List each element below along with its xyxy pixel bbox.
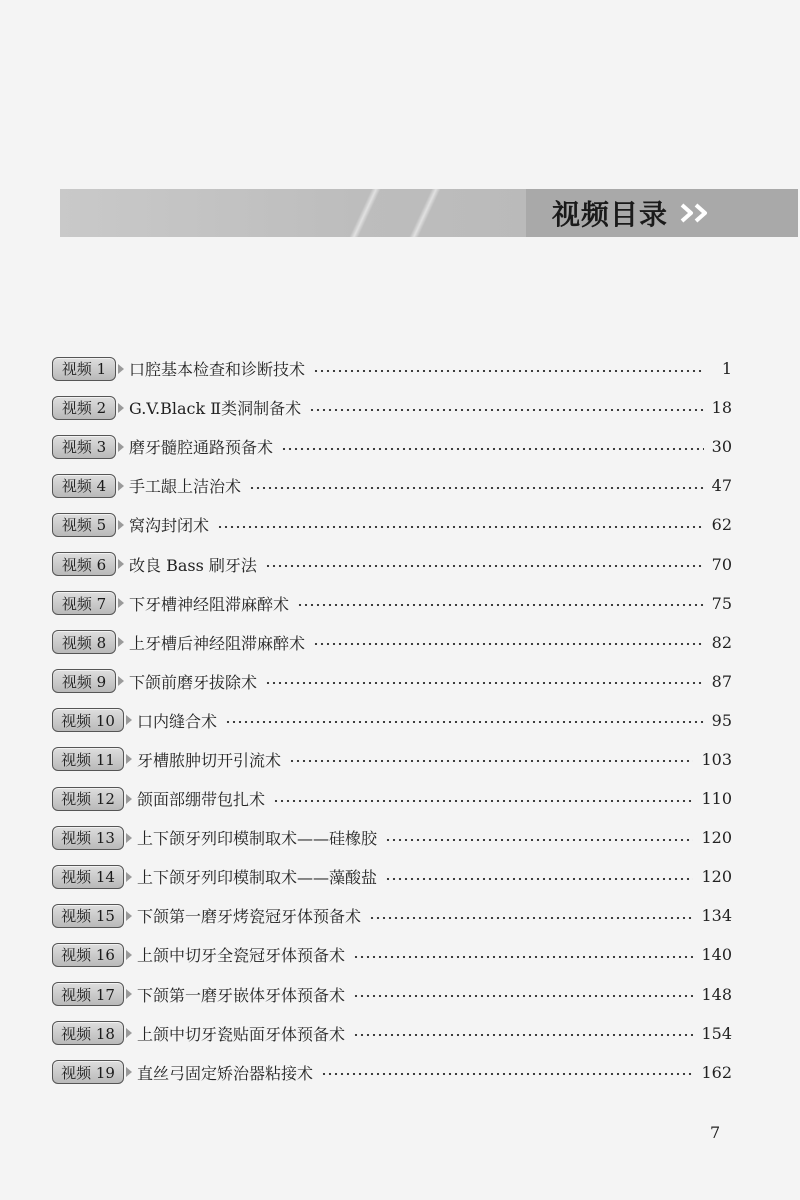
toc-entry-page: 70 bbox=[711, 554, 732, 574]
toc-row[interactable] bbox=[52, 623, 732, 662]
play-triangle-icon bbox=[126, 754, 132, 764]
play-triangle-icon bbox=[118, 442, 124, 452]
play-triangle-icon bbox=[126, 950, 132, 960]
toc-entry-page: 148 bbox=[701, 984, 732, 1004]
play-triangle-icon bbox=[126, 872, 132, 882]
toc-row[interactable] bbox=[52, 388, 732, 427]
play-triangle-icon bbox=[118, 676, 124, 686]
toc-entry-page: 30 bbox=[711, 437, 732, 457]
toc-entry-title: 下颌第一磨牙嵌体牙体预备术 bbox=[137, 985, 346, 1005]
video-tag: 视频 15 bbox=[52, 904, 124, 928]
toc-entry-page: 110 bbox=[701, 789, 732, 809]
toc-entry-page: 87 bbox=[711, 671, 732, 691]
video-tag: 视频 19 bbox=[52, 1060, 124, 1084]
page-title: 视频目录 bbox=[552, 198, 669, 231]
play-triangle-icon bbox=[126, 911, 132, 921]
toc-entry-title: 上颌中切牙瓷贴面牙体预备术 bbox=[137, 1024, 346, 1044]
dot-leader bbox=[353, 1034, 693, 1036]
toc-entry-title: 下牙槽神经阻滞麻醉术 bbox=[129, 594, 290, 614]
play-triangle-icon bbox=[118, 364, 124, 374]
toc-row[interactable] bbox=[52, 975, 732, 1014]
dot-leader bbox=[265, 565, 704, 567]
toc-entry-title: 下颌第一磨牙烤瓷冠牙体预备术 bbox=[137, 907, 362, 927]
toc-entry-page: 95 bbox=[711, 710, 732, 730]
play-triangle-icon bbox=[126, 715, 132, 725]
toc-entry-page: 47 bbox=[711, 476, 732, 496]
video-tag: 视频 4 bbox=[52, 474, 116, 498]
video-tag: 视频 9 bbox=[52, 669, 116, 693]
dot-leader bbox=[369, 917, 693, 919]
play-triangle-icon bbox=[118, 559, 124, 569]
play-triangle-icon bbox=[126, 1028, 132, 1038]
header-title-box bbox=[526, 189, 798, 237]
toc-row[interactable] bbox=[52, 1053, 732, 1092]
dot-leader bbox=[313, 370, 704, 372]
video-tag: 视频 16 bbox=[52, 943, 124, 967]
dot-leader bbox=[281, 448, 704, 450]
toc-entry-page: 82 bbox=[711, 632, 732, 652]
video-table-of-contents bbox=[52, 349, 732, 1092]
toc-row[interactable] bbox=[52, 1014, 732, 1053]
toc-row[interactable] bbox=[52, 427, 732, 466]
dot-leader bbox=[225, 721, 704, 723]
video-tag: 视频 3 bbox=[52, 435, 116, 459]
toc-entry-title: 上颌中切牙全瓷冠牙体预备术 bbox=[137, 946, 346, 966]
toc-entry-page: 75 bbox=[711, 593, 732, 613]
toc-row[interactable] bbox=[52, 544, 732, 583]
video-tag: 视频 10 bbox=[52, 708, 124, 732]
toc-entry-title: 口内缝合术 bbox=[137, 711, 218, 731]
toc-entry-title: 直丝弓固定矫治器粘接术 bbox=[137, 1063, 314, 1083]
dot-leader bbox=[309, 409, 703, 411]
dot-leader bbox=[385, 878, 693, 880]
toc-row[interactable] bbox=[52, 505, 732, 544]
video-tag: 视频 11 bbox=[52, 747, 124, 771]
dot-leader bbox=[313, 643, 704, 645]
toc-entry-page: 120 bbox=[701, 867, 732, 887]
toc-row[interactable] bbox=[52, 896, 732, 935]
header-decoration bbox=[390, 189, 460, 237]
toc-entry-page: 62 bbox=[711, 515, 732, 535]
play-triangle-icon bbox=[126, 794, 132, 804]
video-tag: 视频 6 bbox=[52, 552, 116, 576]
toc-entry-title: 上下颌牙列印模制取术——硅橡胶 bbox=[137, 829, 378, 849]
toc-entry-page: 140 bbox=[701, 945, 732, 965]
video-tag: 视频 17 bbox=[52, 982, 124, 1006]
toc-row[interactable] bbox=[52, 935, 732, 974]
dot-leader bbox=[217, 526, 704, 528]
double-chevron-right-icon bbox=[680, 203, 714, 223]
dot-leader bbox=[249, 487, 704, 489]
toc-row[interactable] bbox=[52, 662, 732, 701]
play-triangle-icon bbox=[118, 637, 124, 647]
play-triangle-icon bbox=[118, 403, 124, 413]
video-tag: 视频 13 bbox=[52, 826, 124, 850]
toc-entry-page: 1 bbox=[721, 359, 732, 379]
toc-row[interactable] bbox=[52, 857, 732, 896]
dot-leader bbox=[289, 760, 693, 762]
video-tag: 视频 12 bbox=[52, 787, 124, 811]
video-tag: 视频 5 bbox=[52, 513, 116, 537]
video-tag: 视频 2 bbox=[52, 396, 116, 420]
video-tag: 视频 14 bbox=[52, 865, 124, 889]
play-triangle-icon bbox=[118, 481, 124, 491]
play-triangle-icon bbox=[126, 833, 132, 843]
toc-entry-title: 颌面部绷带包扎术 bbox=[137, 790, 266, 810]
toc-row[interactable] bbox=[52, 818, 732, 857]
toc-entry-title: 改良 Bass 刷牙法 bbox=[129, 555, 257, 575]
dot-leader bbox=[265, 682, 704, 684]
toc-entry-title: 下颌前磨牙拔除术 bbox=[129, 672, 258, 692]
play-triangle-icon bbox=[126, 1067, 132, 1077]
toc-entry-title: 口腔基本检查和诊断技术 bbox=[129, 360, 306, 380]
toc-entry-title: 磨牙髓腔通路预备术 bbox=[129, 438, 274, 458]
toc-row[interactable] bbox=[52, 740, 732, 779]
dot-leader bbox=[273, 800, 693, 802]
dot-leader bbox=[385, 839, 693, 841]
play-triangle-icon bbox=[118, 598, 124, 608]
dot-leader bbox=[353, 956, 693, 958]
toc-entry-page: 154 bbox=[701, 1023, 732, 1043]
toc-row[interactable] bbox=[52, 349, 732, 388]
toc-row[interactable] bbox=[52, 779, 732, 818]
play-triangle-icon bbox=[118, 520, 124, 530]
toc-row[interactable] bbox=[52, 466, 732, 505]
video-tag: 视频 1 bbox=[52, 357, 116, 381]
toc-entry-page: 134 bbox=[701, 906, 732, 926]
toc-entry-title: 窝沟封闭术 bbox=[129, 516, 210, 536]
toc-entry-page: 18 bbox=[711, 398, 732, 418]
toc-entry-page: 162 bbox=[701, 1062, 732, 1082]
page-number: 7 bbox=[710, 1123, 721, 1142]
toc-entry-page: 103 bbox=[701, 749, 732, 769]
video-tag: 视频 7 bbox=[52, 591, 116, 615]
toc-entry-page: 120 bbox=[701, 828, 732, 848]
video-tag: 视频 18 bbox=[52, 1021, 124, 1045]
toc-entry-title: G.V.Black Ⅱ类洞制备术 bbox=[129, 399, 302, 419]
toc-entry-title: 牙槽脓肿切开引流术 bbox=[137, 750, 282, 770]
dot-leader bbox=[353, 995, 693, 997]
dot-leader bbox=[321, 1073, 693, 1075]
dot-leader bbox=[297, 604, 704, 606]
toc-row[interactable] bbox=[52, 701, 732, 740]
toc-entry-title: 手工龈上洁治术 bbox=[129, 477, 242, 497]
play-triangle-icon bbox=[126, 989, 132, 999]
toc-entry-title: 上下颌牙列印模制取术——藻酸盐 bbox=[137, 868, 378, 888]
toc-entry-title: 上牙槽后神经阻滞麻醉术 bbox=[129, 633, 306, 653]
video-tag: 视频 8 bbox=[52, 630, 116, 654]
toc-row[interactable] bbox=[52, 584, 732, 623]
